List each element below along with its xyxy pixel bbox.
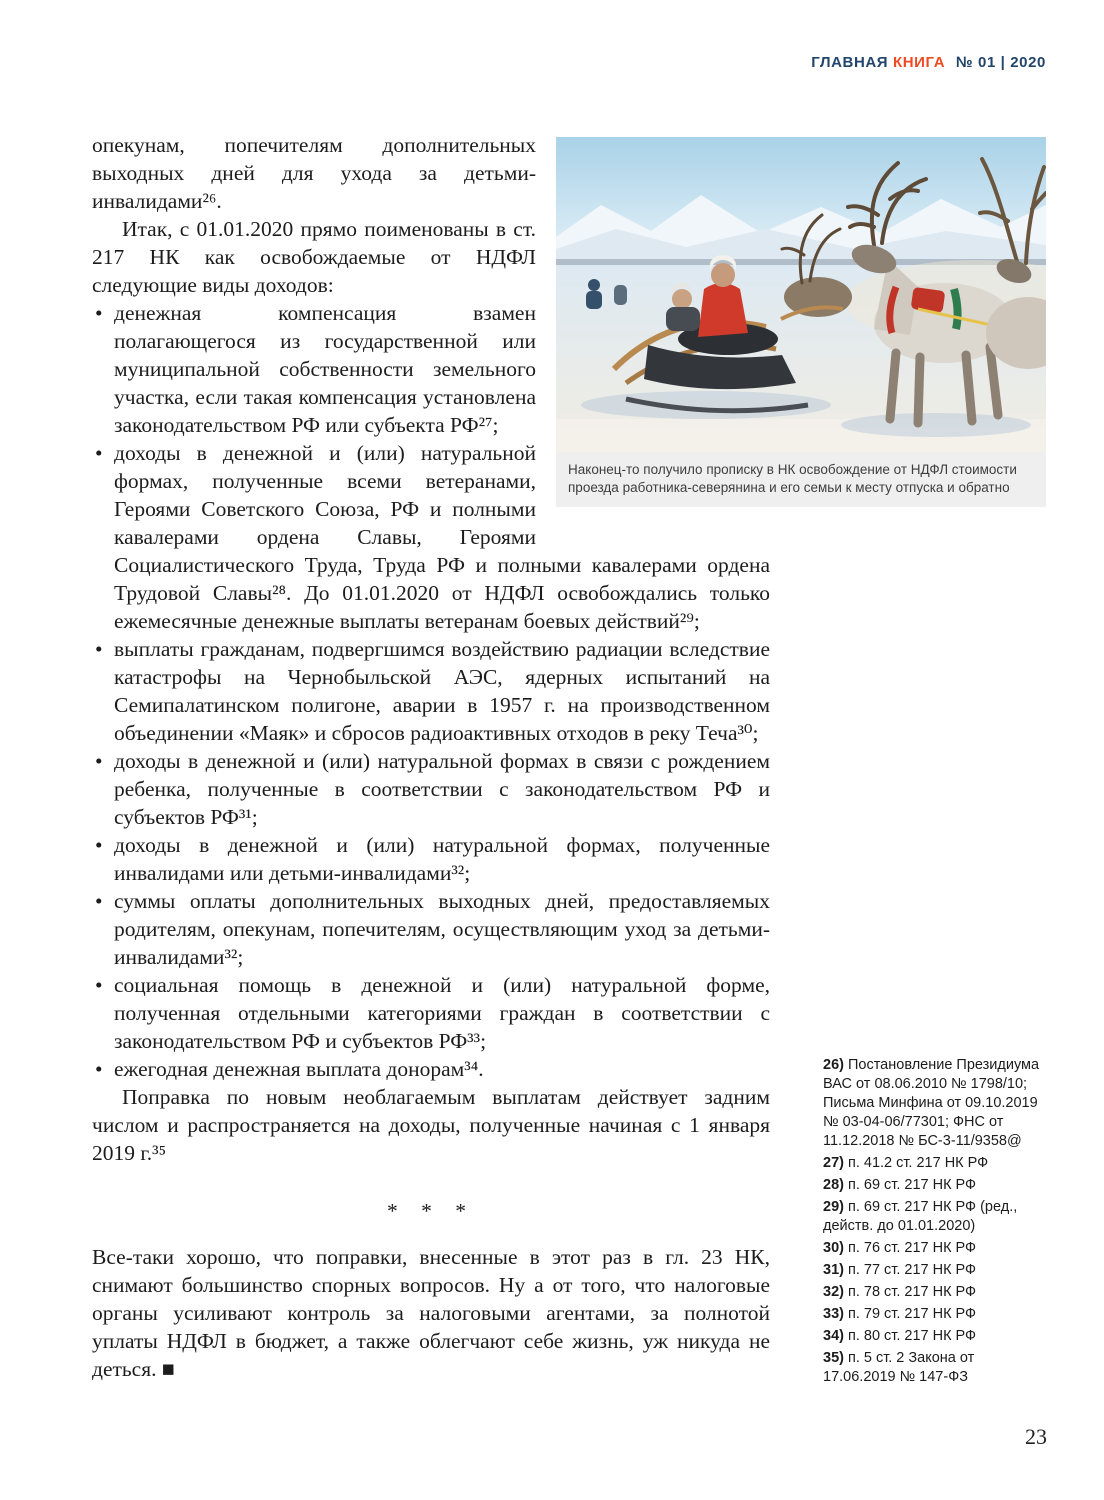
- page-number: 23: [1025, 1424, 1047, 1449]
- footnote-number: 29): [823, 1199, 844, 1215]
- footnotes-rail: [823, 1056, 1049, 1390]
- income-types-list: [92, 299, 770, 1083]
- footnote: [823, 1176, 1049, 1195]
- footnote-text: п. 69 ст. 217 НК РФ: [847, 1177, 977, 1193]
- paragraph-intro: Итак, с 01.01.2020 прямо поименованы в ст. 217 НК как освобождаемые от НДФЛ следующие виды доходов:: [92, 217, 536, 297]
- footnote-text: п. 79 ст. 217 НК РФ: [847, 1306, 977, 1322]
- footnote-number: 30): [823, 1240, 844, 1256]
- page-header: [811, 54, 1046, 71]
- footnote: [823, 1283, 1049, 1302]
- list-item: • доходы в денежной и (или) натуральной формах в связи с рождением ребенка, полученные в соответствии с законодательством РФ и субъектов РФ³¹;: [92, 747, 770, 831]
- brand-primary: ГЛАВНАЯ: [811, 54, 889, 71]
- list-item: • денежная компенсация взамен полагающегося из государственной или муниципальной собственности земельного участка, если такая компенсация установлена законодательством РФ или субъекта РФ²⁷;: [92, 299, 770, 439]
- list-item: • выплаты гражданам, подвергшимся воздействию радиации вследствие катастрофы на Чернобыльской АЭС, ядерных испытаний на Семипалатинском полигоне, аварии в 1957 г. на производственном объединении «Маяк» и сбросов радиоактивных отходов в реку Теча³⁰;: [92, 635, 770, 747]
- list-item: • социальная помощь в денежной и (или) натуральной форме, полученная отдельными категориями граждан в соответствии с законодательством РФ и субъектов РФ³³;: [92, 971, 770, 1055]
- photo-caption: Наконец-то получило прописку в НК освобождение от НДФЛ стоимости проезда работника-северянина и его семьи к месту отпуска и обратно: [556, 452, 1046, 507]
- footnote: [823, 1349, 1049, 1387]
- list-item: • доходы в денежной и (или) натуральной формах, полученные всеми ветеранами, Героями Советского Союза, РФ и полными кавалерами ордена Славы, Героями Социалистического Труда, Труда РФ и полными кавалерами ордена Трудовой Славы²⁸. До 01.01.2020 от НДФЛ освобождались только ежемесячные денежные выплаты ветеранам боевых действий²⁹;: [92, 439, 770, 635]
- list-item: • ежегодная денежная выплата донорам³⁴.: [92, 1055, 770, 1083]
- footnote-text: п. 69 ст. 217 НК РФ (ред., действ. до 01.01.2020): [823, 1199, 1018, 1234]
- footnote-number: 31): [823, 1262, 844, 1278]
- brand-secondary: КНИГА: [892, 54, 946, 71]
- footnote: [823, 1239, 1049, 1258]
- footnote: [823, 1198, 1049, 1236]
- footnote: [823, 1261, 1049, 1280]
- footnote-number: 28): [823, 1177, 844, 1193]
- footnote: [823, 1305, 1049, 1324]
- footnote: [823, 1056, 1049, 1151]
- footnote-number: 34): [823, 1328, 844, 1344]
- footnote-number: 35): [823, 1350, 844, 1366]
- footnote-number: 26): [823, 1057, 844, 1073]
- footnote-number: 33): [823, 1306, 844, 1322]
- footnote-text: п. 77 ст. 217 НК РФ: [847, 1262, 977, 1278]
- footnote: [823, 1327, 1049, 1346]
- paragraph-continuation: опекунам, попечителям дополнительных выходных дней для ухода за детьми-инвалидами²⁶.: [92, 133, 536, 213]
- footnote-text: Постановление Президиума ВАС от 08.06.2010 № 1798/10; Письма Минфина от 09.10.2019 № 03-04-06/77301; ФНС от 11.12.2018 № БС-3-11/9358@: [823, 1057, 1040, 1149]
- paragraph-amendment: Поправка по новым необлагаемым выплатам действует задним числом и распространяется на доходы, полученные начиная с 1 января 2019 г.³⁵: [92, 1085, 770, 1165]
- footnote-text: п. 41.2 ст. 217 НК РФ: [847, 1155, 989, 1171]
- paragraph-conclusion: Все-таки хорошо, что поправки, внесенные в этот раз в гл. 23 НК, снимают большинство спорных вопросов. Ну а от того, что налоговые органы усиливают контроль за налоговыми агентами, за полнотой уплаты НДФЛ в бюджет, а также облегчают себе жизнь, уж никуда не деться. ■: [92, 1245, 770, 1381]
- list-item: • суммы оплаты дополнительных выходных дней, предоставляемых родителям, опекунам, попечителям, осуществляющим уход за детьми-инвалидами³²;: [92, 887, 770, 971]
- footnote-text: п. 76 ст. 217 НК РФ: [847, 1240, 977, 1256]
- footnote-text: п. 80 ст. 217 НК РФ: [847, 1328, 977, 1344]
- footnote-number: 32): [823, 1284, 844, 1300]
- footnote-number: 27): [823, 1155, 844, 1171]
- issue-number: № 01 | 2020: [955, 54, 1046, 71]
- list-item: • доходы в денежной и (или) натуральной формах, полученные инвалидами или детьми-инвалидами³²;: [92, 831, 770, 887]
- footnote-text: п. 78 ст. 217 НК РФ: [847, 1284, 977, 1300]
- footnote-text: п. 5 ст. 2 Закона от 17.06.2019 № 147-ФЗ: [823, 1350, 975, 1385]
- footnote: [823, 1154, 1049, 1173]
- section-separator: * * *: [387, 1199, 475, 1223]
